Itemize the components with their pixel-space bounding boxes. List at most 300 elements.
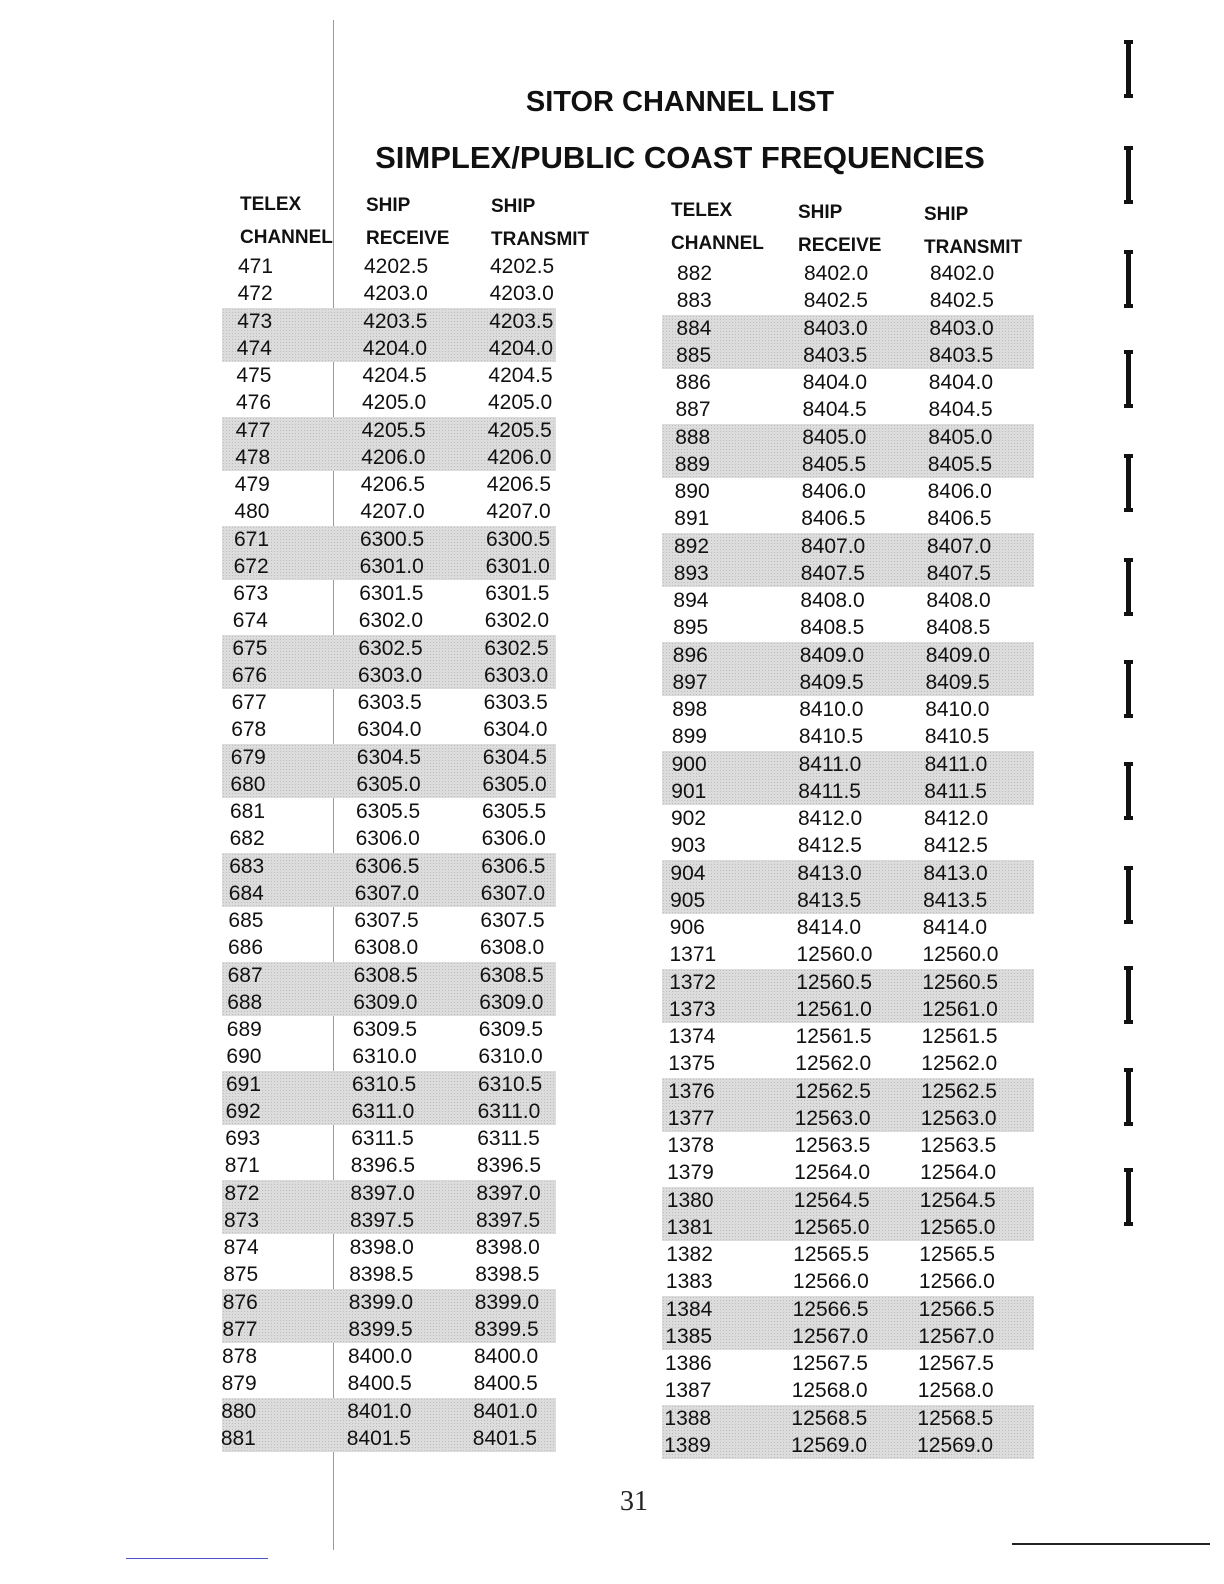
cell-transmit: 12565.0 [919, 1215, 996, 1239]
table-row [662, 1432, 1034, 1459]
table-row [662, 451, 1034, 478]
cell-receive: 12565.0 [793, 1215, 870, 1239]
cell-channel: 904 [670, 861, 706, 885]
header-receive: RECEIVE [798, 235, 882, 256]
cell-transmit: 4205.5 [487, 418, 552, 442]
cell-channel: 1381 [666, 1215, 714, 1239]
header-ship: SHIP [798, 202, 843, 223]
cell-channel: 675 [232, 636, 268, 660]
cell-transmit: 12567.5 [918, 1352, 994, 1375]
cell-receive: 8413.0 [797, 861, 862, 885]
cell-receive: 6303.5 [357, 691, 422, 714]
cell-transmit: 8411.5 [924, 779, 987, 803]
cell-receive: 4203.5 [363, 309, 428, 333]
cell-receive: 8407.5 [800, 561, 865, 585]
header-telex: TELEX [240, 194, 302, 215]
cell-channel: 894 [673, 589, 709, 612]
cell-channel: 882 [677, 262, 713, 285]
cell-channel: 1384 [665, 1297, 713, 1321]
cell-channel: 895 [673, 616, 709, 640]
cell-transmit: 8412.0 [924, 807, 989, 830]
table-row [662, 1105, 1034, 1132]
cell-transmit: 8412.5 [923, 834, 988, 858]
cell-receive: 12562.5 [795, 1079, 871, 1103]
cell-channel: 901 [671, 779, 707, 803]
cell-transmit: 8405.0 [928, 425, 993, 449]
cell-receive: 6306.0 [355, 827, 420, 851]
table-row [662, 1241, 1034, 1268]
cell-channel: 472 [237, 282, 273, 306]
table-row [662, 1187, 1034, 1214]
cell-channel: 686 [228, 936, 264, 960]
cell-receive: 6309.5 [352, 1018, 418, 1041]
cell-receive: 6308.5 [353, 963, 418, 987]
table-row [222, 825, 556, 852]
cell-receive: 6311.0 [351, 1099, 415, 1123]
cell-receive: 6304.5 [356, 745, 422, 769]
cell-channel: 684 [228, 881, 264, 905]
cell-channel: 676 [232, 663, 268, 687]
right-header-channel [671, 194, 764, 260]
cell-receive: 8399.0 [348, 1290, 414, 1314]
cell-channel: 1373 [668, 997, 716, 1021]
cell-receive: 12560.0 [796, 943, 873, 967]
table-row [662, 369, 1034, 396]
cell-transmit: 12567.0 [918, 1324, 995, 1348]
cell-transmit: 12561.0 [921, 997, 998, 1021]
table-row [662, 1132, 1034, 1159]
cell-transmit: 6307.0 [480, 881, 546, 905]
cell-channel: 872 [224, 1181, 260, 1205]
table-row [222, 1043, 556, 1070]
cell-receive: 12566.5 [792, 1297, 869, 1321]
cell-transmit: 8400.0 [474, 1345, 539, 1368]
cell-channel: 874 [223, 1236, 259, 1259]
table-row [222, 1152, 556, 1179]
table-row [222, 1234, 556, 1261]
cell-transmit: 6307.5 [480, 909, 545, 932]
binding-mark [1126, 454, 1131, 512]
cell-channel: 478 [235, 445, 271, 469]
cell-transmit: 8399.0 [474, 1290, 540, 1314]
cell-transmit: 12564.0 [920, 1161, 997, 1185]
cell-transmit: 4205.0 [488, 391, 553, 415]
table-row [222, 853, 556, 880]
cell-transmit: 6306.5 [481, 854, 546, 878]
cell-receive: 8399.5 [348, 1317, 413, 1341]
cell-channel: 1375 [668, 1052, 716, 1076]
binding-mark [1126, 40, 1131, 98]
cell-receive: 8406.5 [801, 507, 866, 531]
cell-channel: 899 [671, 725, 707, 749]
table-row [662, 478, 1034, 505]
cell-channel: 678 [231, 718, 267, 742]
table-row [222, 1207, 556, 1234]
table-row [662, 560, 1034, 587]
table-row [222, 662, 556, 689]
cell-receive: 8402.0 [804, 262, 869, 285]
table-row [662, 1377, 1034, 1404]
header-transmit: TRANSMIT [924, 237, 1023, 258]
cell-channel: 691 [226, 1072, 262, 1096]
table-row [662, 778, 1034, 805]
binding-mark [1126, 250, 1131, 308]
cell-channel: 902 [671, 807, 707, 830]
cell-receive: 8404.0 [802, 371, 868, 394]
cell-channel: 881 [220, 1426, 256, 1450]
cell-transmit: 6300.5 [486, 527, 551, 551]
cell-transmit: 12563.5 [920, 1134, 997, 1157]
cell-channel: 1388 [664, 1406, 712, 1430]
cell-channel: 687 [227, 963, 263, 987]
cell-channel: 681 [230, 800, 266, 823]
cell-channel: 897 [672, 670, 708, 694]
cell-receive: 8412.5 [797, 834, 862, 858]
table-row [222, 1289, 556, 1316]
right-header-receive [798, 196, 881, 262]
table-row [662, 1350, 1034, 1377]
cell-receive: 8397.0 [350, 1181, 415, 1205]
cell-transmit: 12564.5 [919, 1188, 996, 1212]
cell-transmit: 8397.5 [476, 1208, 541, 1232]
cell-receive: 6306.5 [355, 854, 420, 878]
cell-transmit: 4203.5 [489, 309, 554, 333]
cell-channel: 1389 [664, 1433, 711, 1457]
cell-transmit: 4206.5 [486, 473, 552, 496]
table-row [662, 696, 1034, 723]
cell-channel: 898 [672, 698, 708, 721]
binding-mark [1126, 966, 1131, 1024]
cell-receive: 12566.0 [792, 1270, 869, 1294]
left-channel-table [222, 253, 556, 1452]
cell-receive: 6308.0 [354, 936, 419, 960]
cell-channel: 906 [669, 916, 705, 939]
cell-channel: 685 [228, 909, 264, 932]
header-receive: RECEIVE [366, 228, 450, 249]
cell-channel: 883 [676, 289, 712, 313]
table-row [662, 1214, 1034, 1241]
cell-receive: 12564.0 [794, 1161, 871, 1185]
header-ship: SHIP [924, 204, 969, 225]
cell-transmit: 8413.5 [923, 888, 988, 912]
table-row [222, 1071, 556, 1098]
cell-channel: 889 [674, 452, 710, 476]
table-row [662, 1023, 1034, 1050]
cell-transmit: 6301.0 [485, 554, 550, 578]
cell-receive: 6309.0 [353, 990, 418, 1014]
cell-channel: 1385 [665, 1324, 713, 1348]
cell-channel: 480 [234, 500, 270, 524]
cell-transmit: 8402.5 [929, 289, 994, 313]
header-ship: SHIP [491, 196, 536, 217]
cell-channel: 682 [229, 827, 265, 851]
table-row [662, 887, 1034, 914]
cell-transmit: 12562.5 [921, 1079, 997, 1103]
cell-receive: 8405.5 [801, 452, 867, 476]
table-row [222, 389, 556, 416]
cell-transmit: 12560.5 [922, 970, 999, 994]
cell-channel: 1382 [666, 1243, 713, 1266]
table-row [662, 969, 1034, 996]
table-row [662, 669, 1034, 696]
cell-receive: 6301.5 [359, 582, 424, 605]
table-row [662, 287, 1034, 314]
cell-receive: 8401.5 [346, 1426, 412, 1450]
cell-channel: 878 [222, 1345, 258, 1368]
cell-receive: 12564.5 [793, 1188, 870, 1212]
header-transmit: TRANSMIT [491, 229, 590, 250]
cell-receive: 8411.5 [798, 779, 861, 803]
table-row [662, 315, 1034, 342]
table-row [222, 308, 556, 335]
table-row [222, 1316, 556, 1343]
cell-transmit: 8401.0 [473, 1399, 538, 1423]
scan-artifact-line [126, 1558, 268, 1559]
table-row [222, 1343, 556, 1370]
table-row [662, 642, 1034, 669]
cell-channel: 673 [233, 582, 269, 605]
cell-channel: 890 [674, 480, 710, 503]
cell-channel: 1379 [667, 1161, 714, 1185]
cell-receive: 4205.5 [361, 418, 426, 442]
table-row [222, 362, 556, 389]
table-row [222, 526, 556, 553]
cell-transmit: 8399.5 [474, 1317, 539, 1341]
table-row [662, 533, 1034, 560]
cell-transmit: 6309.0 [479, 990, 544, 1014]
cell-receive: 6307.0 [354, 881, 420, 905]
cell-channel: 474 [236, 336, 272, 360]
cell-transmit: 8413.0 [923, 861, 988, 885]
table-row [662, 860, 1034, 887]
cell-transmit: 6308.5 [479, 963, 544, 987]
cell-receive: 8412.0 [798, 807, 863, 830]
cell-channel: 471 [238, 255, 274, 278]
table-row [222, 1098, 556, 1125]
table-row [222, 635, 556, 662]
left-header-transmit [491, 190, 589, 256]
cell-transmit: 8402.0 [930, 262, 995, 285]
cell-channel: 1371 [669, 943, 717, 967]
cell-transmit: 8403.5 [929, 343, 994, 367]
cell-receive: 4204.0 [362, 336, 428, 360]
cell-channel: 693 [225, 1127, 261, 1150]
table-row [222, 444, 556, 471]
table-row [222, 771, 556, 798]
cell-channel: 875 [223, 1263, 259, 1287]
table-row [222, 553, 556, 580]
cell-receive: 6304.0 [357, 718, 422, 742]
cell-receive: 12567.5 [792, 1352, 868, 1375]
bottom-rule [1012, 1543, 1210, 1545]
cell-channel: 677 [231, 691, 267, 714]
cell-receive: 12561.5 [795, 1025, 872, 1048]
cell-channel: 892 [674, 534, 710, 558]
cell-channel: 476 [236, 391, 272, 415]
cell-transmit: 4207.0 [486, 500, 551, 524]
table-row [662, 1050, 1034, 1077]
cell-receive: 12568.0 [791, 1379, 868, 1403]
cell-channel: 891 [674, 507, 710, 531]
cell-transmit: 8406.0 [927, 480, 992, 503]
cell-transmit: 6311.0 [477, 1099, 541, 1123]
table-row [222, 253, 556, 280]
cell-receive: 8414.0 [796, 916, 862, 939]
cell-transmit: 4206.0 [487, 445, 552, 469]
table-row [222, 1370, 556, 1397]
cell-channel: 692 [225, 1099, 261, 1123]
right-header-transmit [924, 198, 1022, 264]
cell-transmit: 8398.5 [475, 1263, 540, 1287]
cell-receive: 8402.5 [803, 289, 868, 313]
table-row [222, 716, 556, 743]
cell-channel: 1380 [666, 1188, 714, 1212]
cell-channel: 903 [670, 834, 706, 858]
cell-receive: 8400.5 [347, 1372, 412, 1396]
cell-channel: 888 [675, 425, 711, 449]
table-row [662, 751, 1034, 778]
table-row [222, 744, 556, 771]
cell-receive: 8411.0 [798, 752, 862, 776]
table-row [222, 962, 556, 989]
page-subtitle: SIMPLEX/PUBLIC COAST FREQUENCIES [375, 140, 985, 175]
cell-receive: 8400.0 [348, 1345, 413, 1368]
cell-receive: 6307.5 [354, 909, 419, 932]
cell-transmit: 6306.0 [481, 827, 546, 851]
cell-receive: 12568.5 [791, 1406, 868, 1430]
cell-transmit: 6309.5 [478, 1018, 544, 1041]
cell-channel: 1374 [668, 1025, 716, 1048]
cell-receive: 8408.0 [800, 589, 865, 612]
cell-transmit: 4204.5 [488, 364, 553, 387]
cell-receive: 6305.5 [356, 800, 421, 823]
binding-mark [1126, 762, 1131, 820]
cell-transmit: 6303.0 [484, 663, 549, 687]
cell-transmit: 12563.0 [920, 1106, 997, 1130]
table-row [222, 580, 556, 607]
cell-receive: 8408.5 [800, 616, 865, 640]
table-row [662, 1159, 1034, 1186]
cell-transmit: 12568.0 [917, 1379, 994, 1403]
right-channel-table [662, 260, 1034, 1459]
table-row [222, 280, 556, 307]
cell-receive: 6303.0 [358, 663, 423, 687]
cell-channel: 884 [676, 316, 712, 340]
cell-transmit: 6303.5 [483, 691, 548, 714]
cell-transmit: 12560.0 [922, 943, 999, 967]
cell-transmit: 8400.5 [473, 1372, 538, 1396]
cell-channel: 679 [230, 745, 266, 769]
cell-transmit: 8411.0 [924, 752, 988, 776]
cell-receive: 12560.5 [796, 970, 873, 994]
cell-channel: 880 [221, 1399, 257, 1423]
cell-transmit: 8410.5 [924, 725, 990, 749]
cell-channel: 477 [235, 418, 271, 442]
cell-receive: 12562.0 [795, 1052, 872, 1076]
cell-channel: 879 [221, 1372, 257, 1396]
table-row [222, 689, 556, 716]
cell-receive: 8406.0 [801, 480, 866, 503]
cell-transmit: 6311.5 [477, 1127, 540, 1150]
cell-transmit: 8404.0 [928, 371, 994, 394]
cell-receive: 12563.0 [794, 1106, 871, 1130]
cell-receive: 12561.0 [795, 997, 872, 1021]
page-title: SITOR CHANNEL LIST [525, 86, 835, 118]
cell-channel: 886 [675, 371, 711, 394]
binding-mark [1126, 1068, 1131, 1126]
cell-transmit: 4202.5 [490, 255, 555, 278]
cell-transmit: 12569.0 [917, 1433, 994, 1457]
cell-transmit: 8401.5 [472, 1426, 538, 1450]
table-row [662, 1405, 1034, 1432]
cell-transmit: 8410.0 [925, 698, 990, 721]
cell-channel: 905 [670, 888, 706, 912]
table-row [222, 1180, 556, 1207]
cell-channel: 1372 [669, 970, 716, 994]
cell-transmit: 8405.5 [927, 452, 993, 476]
cell-receive: 8398.5 [349, 1263, 414, 1287]
cell-transmit: 6301.5 [485, 582, 550, 605]
binding-mark [1126, 660, 1131, 718]
cell-receive: 8404.5 [802, 398, 867, 422]
cell-transmit: 6310.5 [478, 1072, 543, 1096]
table-row [662, 723, 1034, 750]
cell-transmit: 8408.0 [926, 589, 991, 612]
cell-receive: 8405.0 [802, 425, 867, 449]
table-row [222, 335, 556, 362]
cell-channel: 680 [230, 772, 266, 796]
cell-receive: 8413.5 [797, 888, 862, 912]
table-row [222, 417, 556, 444]
cell-channel: 885 [676, 343, 712, 367]
table-row [662, 505, 1034, 532]
cell-channel: 873 [224, 1208, 260, 1232]
cell-channel: 672 [233, 554, 269, 578]
cell-receive: 4206.0 [361, 445, 426, 469]
binding-mark [1126, 146, 1131, 204]
cell-transmit: 4204.0 [488, 336, 554, 360]
cell-receive: 6300.5 [360, 527, 425, 551]
table-row [222, 798, 556, 825]
table-row [222, 498, 556, 525]
table-row [662, 424, 1034, 451]
cell-receive: 12565.5 [793, 1243, 870, 1266]
cell-receive: 6302.5 [358, 636, 423, 660]
cell-receive: 8398.0 [349, 1236, 414, 1259]
cell-transmit: 6305.5 [482, 800, 547, 823]
cell-receive: 4207.0 [360, 500, 425, 524]
table-row [222, 880, 556, 907]
cell-channel: 475 [236, 364, 272, 387]
table-row [662, 587, 1034, 614]
cell-transmit: 8397.0 [476, 1181, 541, 1205]
cell-receive: 6310.0 [352, 1045, 417, 1069]
cell-transmit: 8406.5 [927, 507, 992, 531]
cell-transmit: 12561.5 [921, 1025, 998, 1048]
cell-receive: 8403.5 [803, 343, 868, 367]
cell-receive: 12569.0 [791, 1433, 868, 1457]
cell-transmit: 12565.5 [919, 1243, 996, 1266]
table-row [662, 832, 1034, 859]
cell-channel: 688 [227, 990, 263, 1014]
table-row [222, 907, 556, 934]
cell-channel: 887 [675, 398, 711, 422]
cell-receive: 4204.5 [362, 364, 427, 387]
table-row [222, 607, 556, 634]
cell-receive: 8396.5 [350, 1154, 416, 1178]
cell-channel: 674 [232, 609, 268, 633]
cell-channel: 896 [672, 643, 708, 667]
